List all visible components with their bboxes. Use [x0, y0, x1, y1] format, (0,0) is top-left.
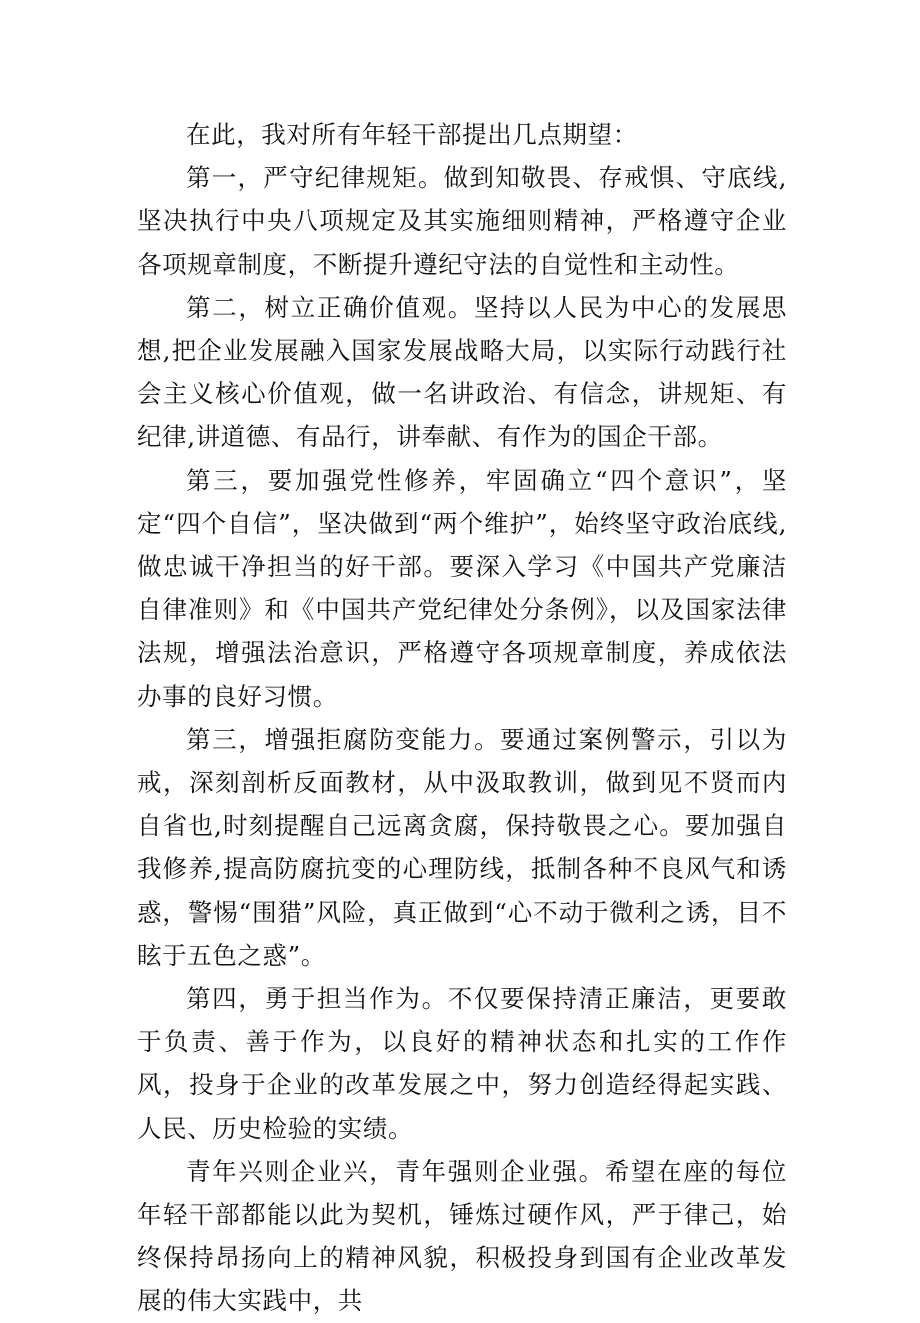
paragraph-discipline: 第一，严守纪律规矩。做到知敬畏、存戒惧、守底线,坚决执行中央八项规定及其实施细则精神，严格遵守企业各项规章制度，不断提升遵纪守法的自觉性和主动性。	[137, 163, 787, 279]
document-body	[137, 113, 787, 1323]
paragraph-closing: 青年兴则企业兴，青年强则企业强。希望在座的每位年轻干部都能以此为契机，锤炼过硬作风，严于律己，始终保持昂扬向上的精神风貌，积极投身到国有企业改革发展的伟大实践中，共	[137, 1156, 787, 1316]
paragraph-intro: 在此，我对所有年轻干部提出几点期望：	[186, 120, 638, 149]
paragraph-values: 第二，树立正确价值观。坚持以人民为中心的发展思想,把企业发展融入国家发展战略大局，以实际行动践行社会主义核心价值观，做一名讲政治、有信念，讲规矩、有纪律,讲道德、有品行，讲奉献、有作为的国企干部。	[137, 292, 787, 452]
paragraph-party-spirit: 第三，要加强党性修养，牢固确立“四个意识”，坚定“四个自信”，坚决做到“两个维护”，始终坚守政治底线,做忠诚干净担当的好干部。要深入学习《中国共产党廉洁自律准则》和《中国共产党纪律处分条例》，以及国家法律法规，增强法治意识，严格遵守各项规章制度，养成依法办事的良好习惯。	[137, 465, 787, 711]
paragraph-anti-corruption: 第三，增强拒腐防变能力。要通过案例警示，引以为戒，深刻剖析反面教材，从中汲取教训，做到见不贤而内自省也,时刻提醒自己远离贪腐，保持敬畏之心。要加强自我修养,提高防腐抗变的心理防线，抵制各种不良风气和诱惑，警惕“围猎”风险，真正做到“心不动于微利之诱，目不眩于五色之惑”。	[137, 724, 787, 970]
paragraph-responsibility: 第四，勇于担当作为。不仅要保持清正廉洁，更要敢于负责、善于作为，以良好的精神状态和扎实的工作作风，投身于企业的改革发展之中，努力创造经得起实践、人民、历史检验的实绩。	[137, 984, 787, 1143]
